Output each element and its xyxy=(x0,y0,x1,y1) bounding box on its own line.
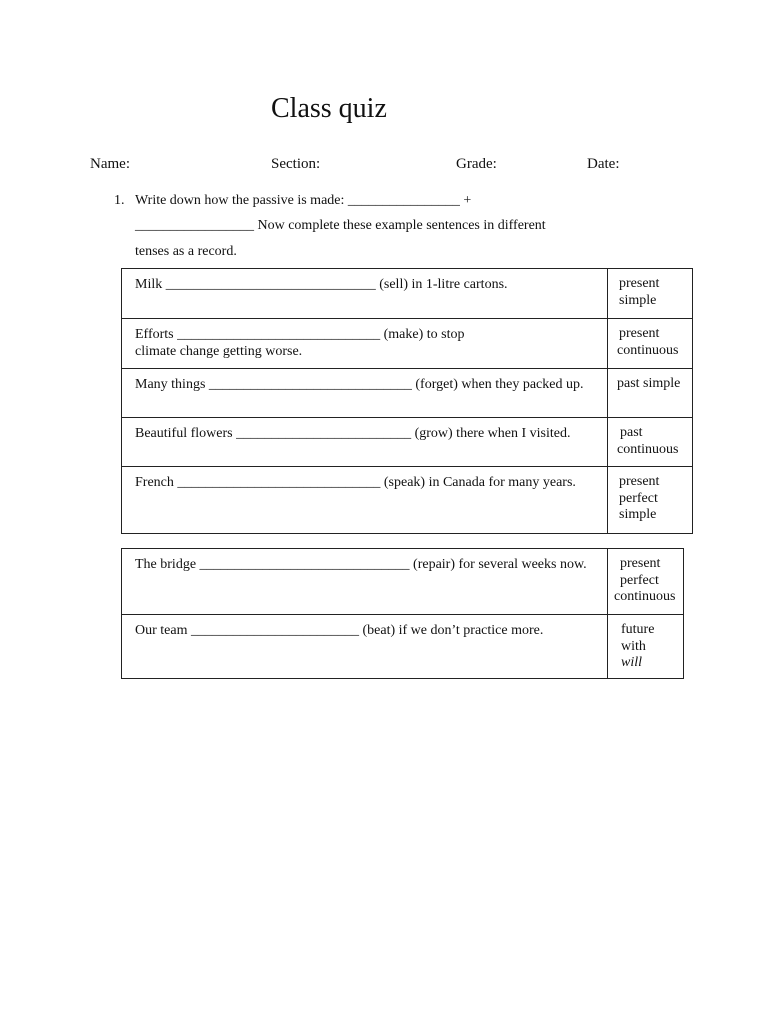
tense-text: present xyxy=(619,474,660,489)
sentence-text: French _____________________________ (speak) in Canada for many years. xyxy=(135,475,576,490)
sentence-text: Many things _____________________________ (forget) when they packed up. xyxy=(135,377,584,392)
tense-text: perfect xyxy=(620,572,659,588)
sentence-cell xyxy=(122,615,608,679)
tense-cell xyxy=(608,369,693,418)
question-line-3: tenses as a record. xyxy=(135,244,237,259)
tense-cell xyxy=(608,615,684,679)
tense-text: past simple xyxy=(617,376,681,391)
table-row xyxy=(122,418,693,467)
sentence-text: Our team ________________________ (beat) if we don’t practice more. xyxy=(135,623,544,638)
question-number: 1. xyxy=(114,193,125,208)
sentence-cell xyxy=(122,319,608,369)
tense-text: future xyxy=(621,622,655,637)
sentence-cell xyxy=(122,549,608,615)
tense-cell xyxy=(608,467,693,534)
tense-text: with xyxy=(621,638,646,654)
date-label: Date: xyxy=(587,156,620,172)
grade-label: Grade: xyxy=(456,156,497,172)
tense-text: continuous xyxy=(617,441,679,457)
tense-text: present xyxy=(619,276,660,291)
sentence-text: climate change getting worse. xyxy=(135,344,303,359)
tense-text: continuous xyxy=(614,589,676,604)
sentence-text: Efforts _____________________________ (make) to stop xyxy=(135,327,465,342)
table-row xyxy=(122,369,693,418)
tense-text: continuous xyxy=(617,342,679,358)
sentence-text: The bridge ______________________________ (repair) for several weeks now. xyxy=(135,557,587,572)
section-label: Section: xyxy=(271,156,321,172)
question-line-2: _________________ Now complete these example sentences in different xyxy=(135,218,546,233)
tense-table-1 xyxy=(121,268,693,534)
tense-table-2 xyxy=(121,548,684,679)
tense-text: present xyxy=(620,556,661,571)
tense-cell xyxy=(608,418,693,467)
table-row xyxy=(122,269,693,319)
sentence-text: Beautiful flowers _________________________ (grow) there when I visited. xyxy=(135,426,571,441)
tense-cell xyxy=(608,319,693,369)
page-title: Class quiz xyxy=(271,93,387,124)
tense-text: simple xyxy=(619,292,657,308)
sentence-cell xyxy=(122,269,608,319)
name-label: Name: xyxy=(90,156,130,172)
table-row xyxy=(122,549,684,615)
question-line-1: Write down how the passive is made: ________________ + xyxy=(135,193,472,208)
table-row xyxy=(122,319,693,369)
tense-text: past xyxy=(620,425,643,440)
table-row xyxy=(122,467,693,534)
tense-text: simple xyxy=(619,507,657,522)
tense-cell xyxy=(608,269,693,319)
sentence-text: Milk ______________________________ (sell) in 1-litre cartons. xyxy=(135,277,508,292)
sentence-cell xyxy=(122,467,608,534)
table-row xyxy=(122,615,684,679)
tense-text: present xyxy=(619,326,660,341)
tense-text: will xyxy=(621,655,643,670)
sentence-cell xyxy=(122,418,608,467)
sentence-cell xyxy=(122,369,608,418)
tense-cell xyxy=(608,549,684,615)
tense-text: perfect xyxy=(619,490,658,506)
